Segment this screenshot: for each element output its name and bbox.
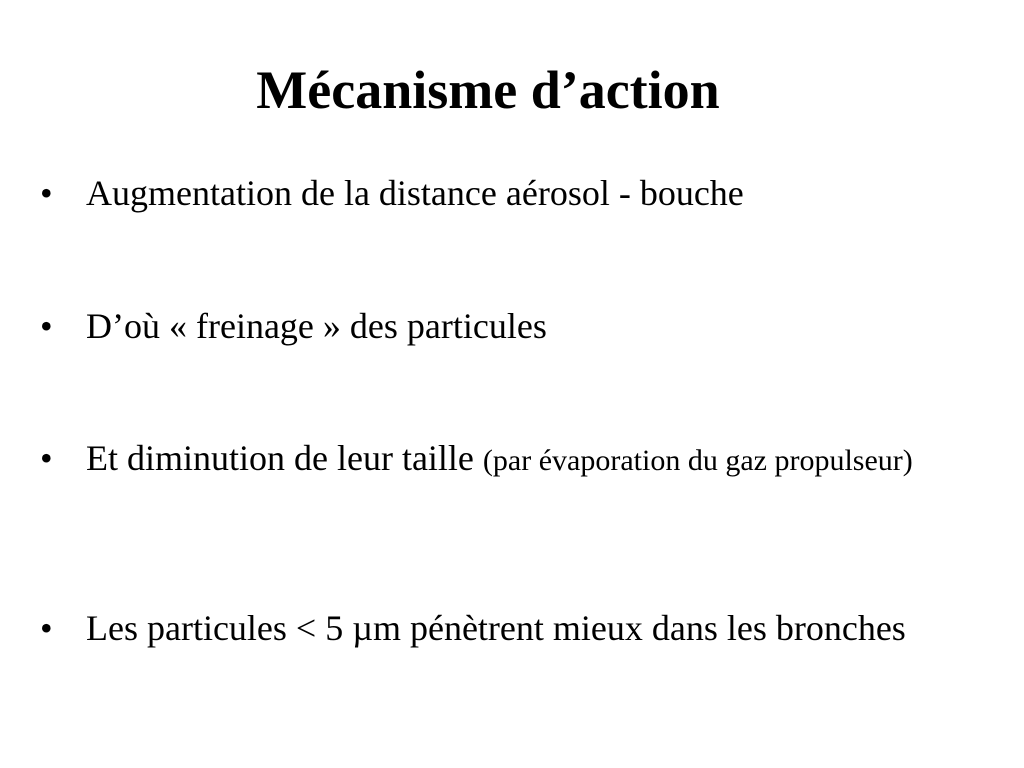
bullet-parenthetical-text: (par évaporation du gaz propulseur) [482,444,913,477]
bullet-main-text: Et diminution de leur taille [86,438,474,478]
bullet-text: D’où « freinage » des particules [86,306,547,346]
bullet-text: Les particules < 5 µm pénètrent mieux dans les bronches [86,608,906,648]
bullet-item [40,298,970,354]
bullet-icon: • [40,173,53,213]
bullet-item [40,165,970,221]
bullet-text-wrapper [86,430,970,489]
bullet-icon: • [40,608,53,648]
bullet-item [40,430,970,489]
bullet-item [40,600,970,656]
bullet-icon: • [40,438,53,478]
bullet-icon: • [40,306,53,346]
bullet-text: Augmentation de la distance aérosol - bouche [86,173,744,213]
slide-title: Mécanisme d’action [256,60,720,120]
